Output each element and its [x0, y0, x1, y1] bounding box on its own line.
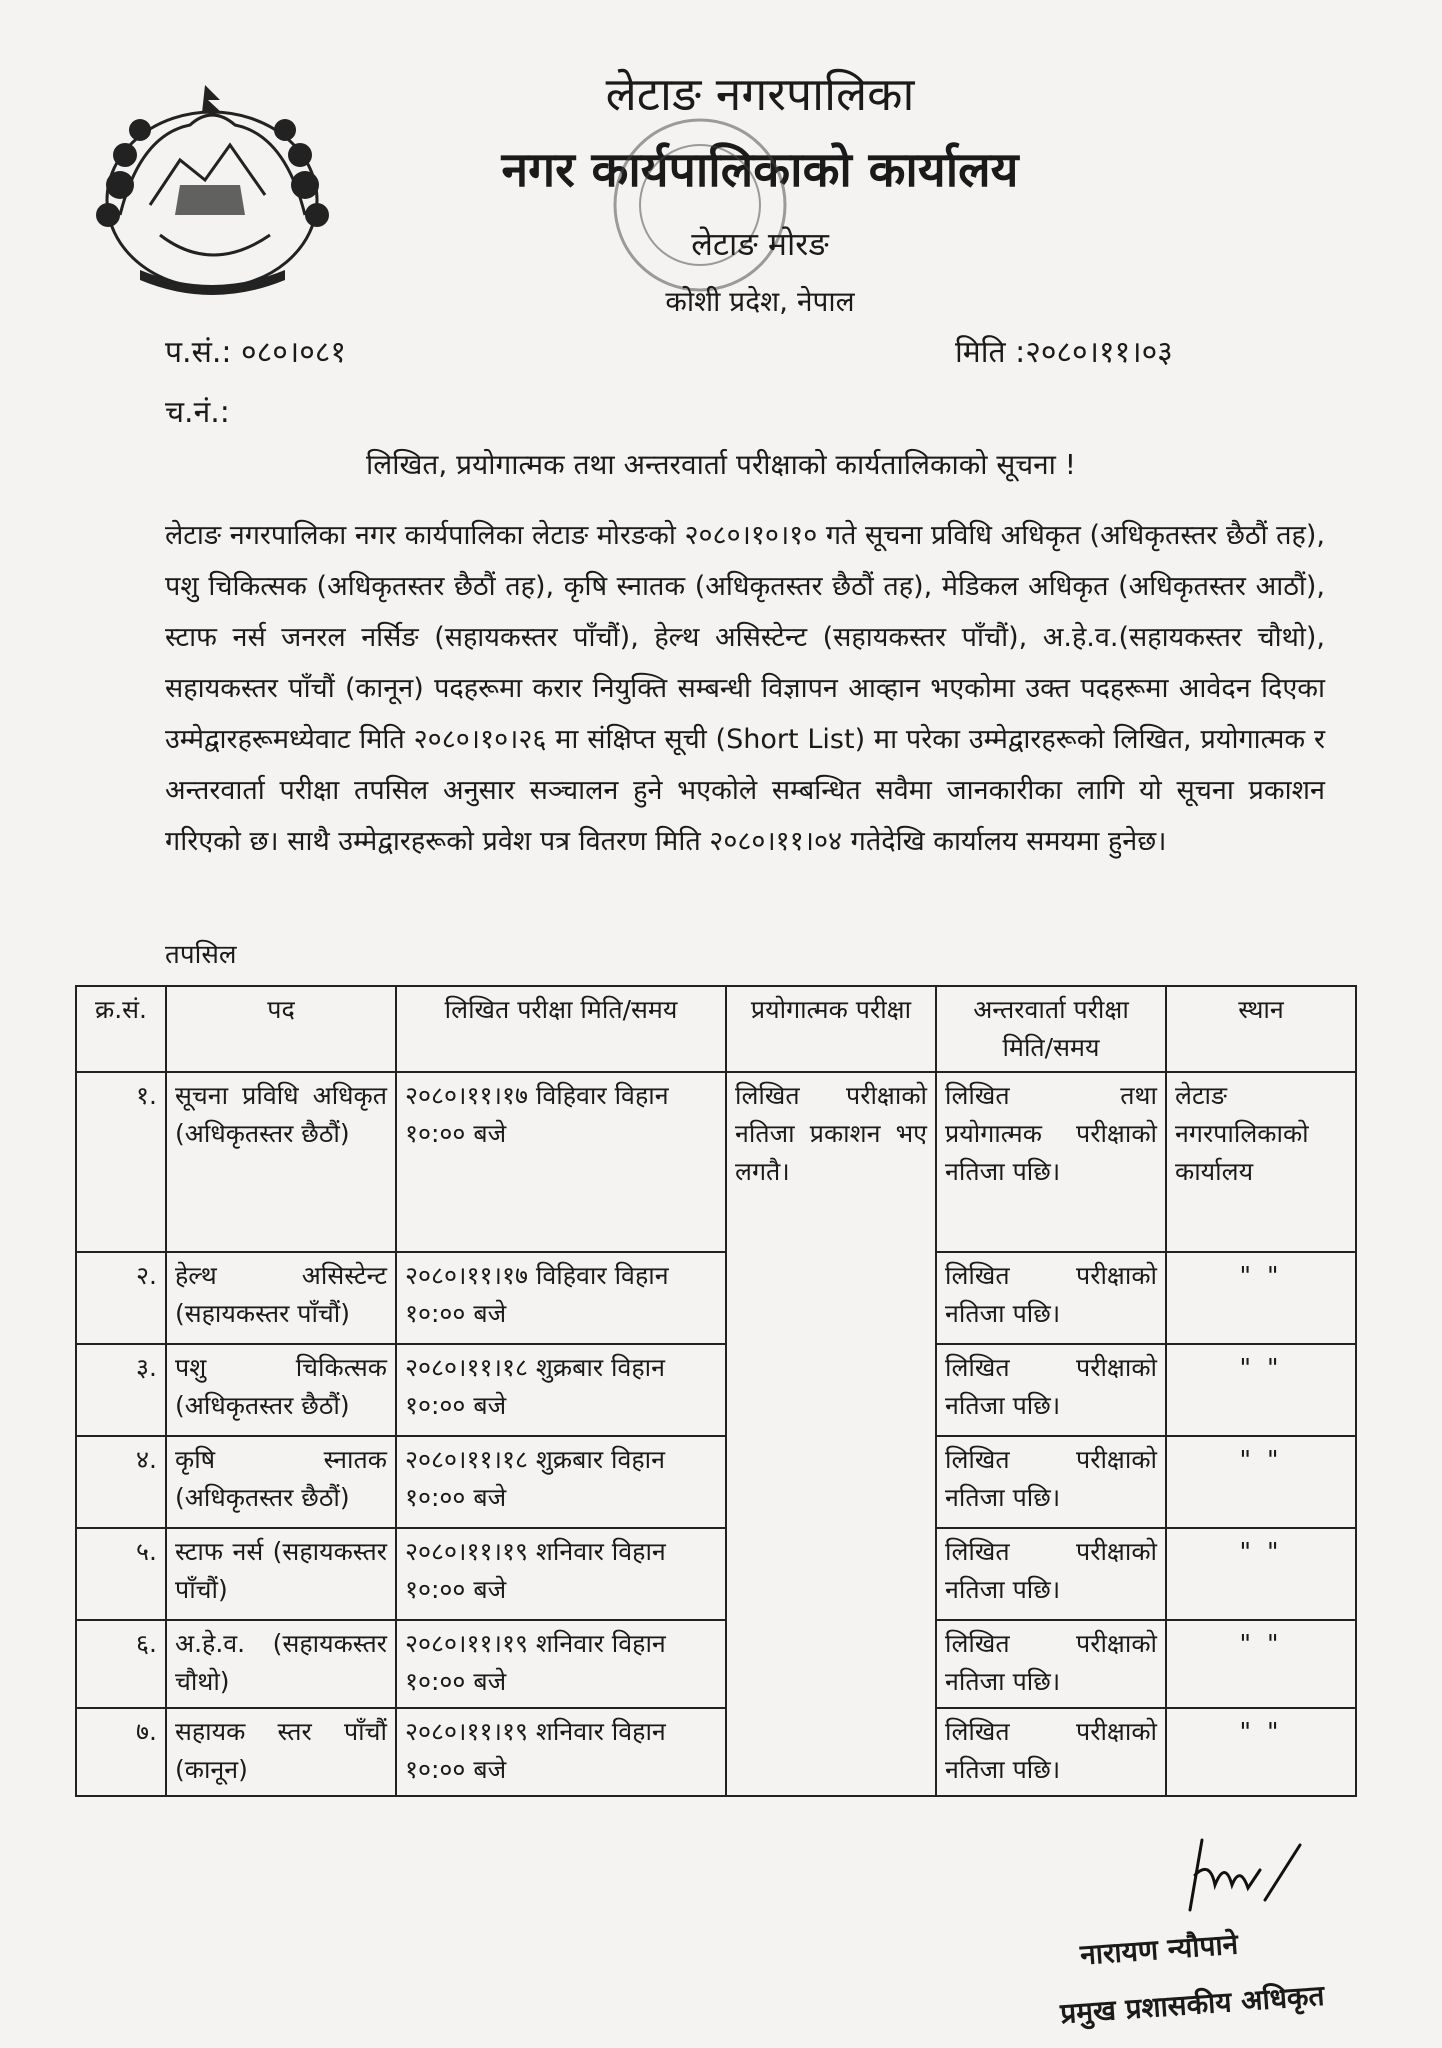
row-place: " " — [1166, 1436, 1356, 1528]
row-place: " " — [1166, 1528, 1356, 1620]
row-written-exam: २०८०।११।१७ विहिवार विहान १०:०० बजे — [396, 1252, 726, 1344]
signatory-name: नारायण न्यौपाने — [1079, 1927, 1240, 1972]
table-row — [76, 1252, 1356, 1344]
row-interview: लिखित परीक्षाको नतिजा पछि। — [936, 1344, 1166, 1436]
row-post: पशु चिकित्सक (अधिकृतस्तर छैठौं) — [166, 1344, 396, 1436]
row-sn: ४. — [76, 1436, 166, 1528]
row-post: अ.हे.व. (सहायकस्तर चौथो) — [166, 1620, 396, 1708]
row-interview: लिखित परीक्षाको नतिजा पछि। — [936, 1708, 1166, 1796]
table-row — [76, 1708, 1356, 1796]
office-stamp-icon — [600, 105, 800, 305]
letter-date: मिति :२०८०।११।०३ — [955, 335, 1173, 370]
row-sn: २. — [76, 1252, 166, 1344]
row-post: हेल्थ असिस्टेन्ट (सहायकस्तर पाँचौं) — [166, 1252, 396, 1344]
col-header-written: लिखित परीक्षा मिति/समय — [396, 986, 726, 1072]
row-place: लेटाङ नगरपालिकाको कार्यालय — [1166, 1072, 1356, 1252]
row-written-exam: २०८०।११।१९ शनिवार विहान १०:०० बजे — [396, 1528, 726, 1620]
practical-exam-note: लिखित परीक्षाको नतिजा प्रकाशन भए लगतै। — [726, 1072, 936, 1796]
letter-reference-number: प.सं.: ०८०।०८१ — [165, 335, 347, 370]
schedule-label: तपसिल — [165, 940, 237, 970]
table-row — [76, 1344, 1356, 1436]
row-interview: लिखित तथा प्रयोगात्मक परीक्षाको नतिजा पछि। — [936, 1072, 1166, 1252]
dispatch-number: च.नं.: — [165, 395, 230, 430]
exam-schedule-table — [75, 985, 1357, 1797]
row-post: कृषि स्नातक (अधिकृतस्तर छैठौं) — [166, 1436, 396, 1528]
row-post: सहायक स्तर पाँचौं (कानून) — [166, 1708, 396, 1796]
office-location: लेटाङ मोरङ — [691, 225, 829, 263]
table-row — [76, 1528, 1356, 1620]
col-header-interview: अन्तरवार्ता परीक्षा मिति/समय — [936, 986, 1166, 1072]
row-post: सूचना प्रविधि अधिकृत (अधिकृतस्तर छैठौं) — [166, 1072, 396, 1252]
row-written-exam: २०८०।११।१९ शनिवार विहान १०:०० बजे — [396, 1708, 726, 1796]
row-sn: ३. — [76, 1344, 166, 1436]
col-header-practical: प्रयोगात्मक परीक्षा — [726, 986, 936, 1072]
province-country: कोशी प्रदेश, नेपाल — [665, 285, 855, 318]
row-place: " " — [1166, 1620, 1356, 1708]
row-written-exam: २०८०।११।१९ शनिवार विहान १०:०० बजे — [396, 1620, 726, 1708]
table-row — [76, 1620, 1356, 1708]
col-header-sn: क्र.सं. — [76, 986, 166, 1072]
row-place: " " — [1166, 1344, 1356, 1436]
row-written-exam: २०८०।११।१७ विहिवार विहान १०:०० बजे — [396, 1072, 726, 1252]
row-post: स्टाफ नर्स (सहायकस्तर पाँचौं) — [166, 1528, 396, 1620]
row-sn: ६. — [76, 1620, 166, 1708]
col-header-post: पद — [166, 986, 396, 1072]
row-written-exam: २०८०।११।१८ शुक्रबार विहान १०:०० बजे — [396, 1344, 726, 1436]
row-sn: ५. — [76, 1528, 166, 1620]
row-sn: १. — [76, 1072, 166, 1252]
table-row — [76, 1436, 1356, 1528]
notice-subject: लिखित, प्रयोगात्मक तथा अन्तरवार्ता परीक्षाको कार्यतालिकाको सूचना ! — [365, 448, 1077, 481]
signatory-designation: प्रमुख प्रशासकीय अधिकृत — [1059, 1978, 1326, 2031]
signature-icon — [1170, 1830, 1310, 1920]
table-row — [76, 1072, 1356, 1252]
table-header-row — [76, 986, 1356, 1072]
col-header-place: स्थान — [1166, 986, 1356, 1072]
municipality-name: लेटाङ नगरपालिका — [605, 67, 915, 121]
office-name: नगर कार्यपालिकाको कार्यालय — [501, 142, 1019, 198]
row-written-exam: २०८०।११।१८ शुक्रबार विहान १०:०० बजे — [396, 1436, 726, 1528]
row-interview: लिखित परीक्षाको नतिजा पछि। — [936, 1252, 1166, 1344]
row-place: " " — [1166, 1252, 1356, 1344]
row-interview: लिखित परीक्षाको नतिजा पछि। — [936, 1436, 1166, 1528]
row-place: " " — [1166, 1708, 1356, 1796]
nepal-emblem-icon — [80, 65, 345, 305]
row-interview: लिखित परीक्षाको नतिजा पछि। — [936, 1528, 1166, 1620]
row-sn: ७. — [76, 1708, 166, 1796]
row-interview: लिखित परीक्षाको नतिजा पछि। — [936, 1620, 1166, 1708]
notice-body: लेटाङ नगरपालिका नगर कार्यपालिका लेटाङ मोरङको २०८०।१०।१० गते सूचना प्रविधि अधिकृत (अधिकृतस्तर छैठौं तह), पशु चिकित्सक (अधिकृतस्तर छैठौं तह), कृषि स्नातक (अधिकृतस्तर छैठौं तह), मेडिकल अधिकृत (अधिकृतस्तर आठौं), स्टाफ नर्स जनरल नर्सिङ (सहायकस्तर पाँचौं), हेल्थ असिस्टेन्ट (सहायकस्तर पाँचौं), अ.हे.व.(सहायकस्तर चौथो), सहायकस्तर पाँचौं (कानून) पदहरूमा करार नियुक्ति सम्बन्धी विज्ञापन आव्हान भएकोमा उक्त पदहरूमा आवेदन दिएका उम्मेद्वारहरूमध्येवाट मिति २०८०।१०।२६ मा संक्षिप्त सूची (Short List) मा परेका उम्मेद्वारहरूको लिखित, प्रयोगात्मक र अन्तरवार्ता परीक्षा तपसिल अनुसार सञ्चालन हुने भएकोले सम्बन्धित सवैमा जानकारीका लागि यो सूचना प्रकाशन गरिएको छ। साथै उम्मेद्वारहरूको प्रवेश पत्र वितरण मिति २०८०।११।०४ गतेदेखि कार्यालय समयमा हुनेछ। — [165, 520, 1325, 857]
